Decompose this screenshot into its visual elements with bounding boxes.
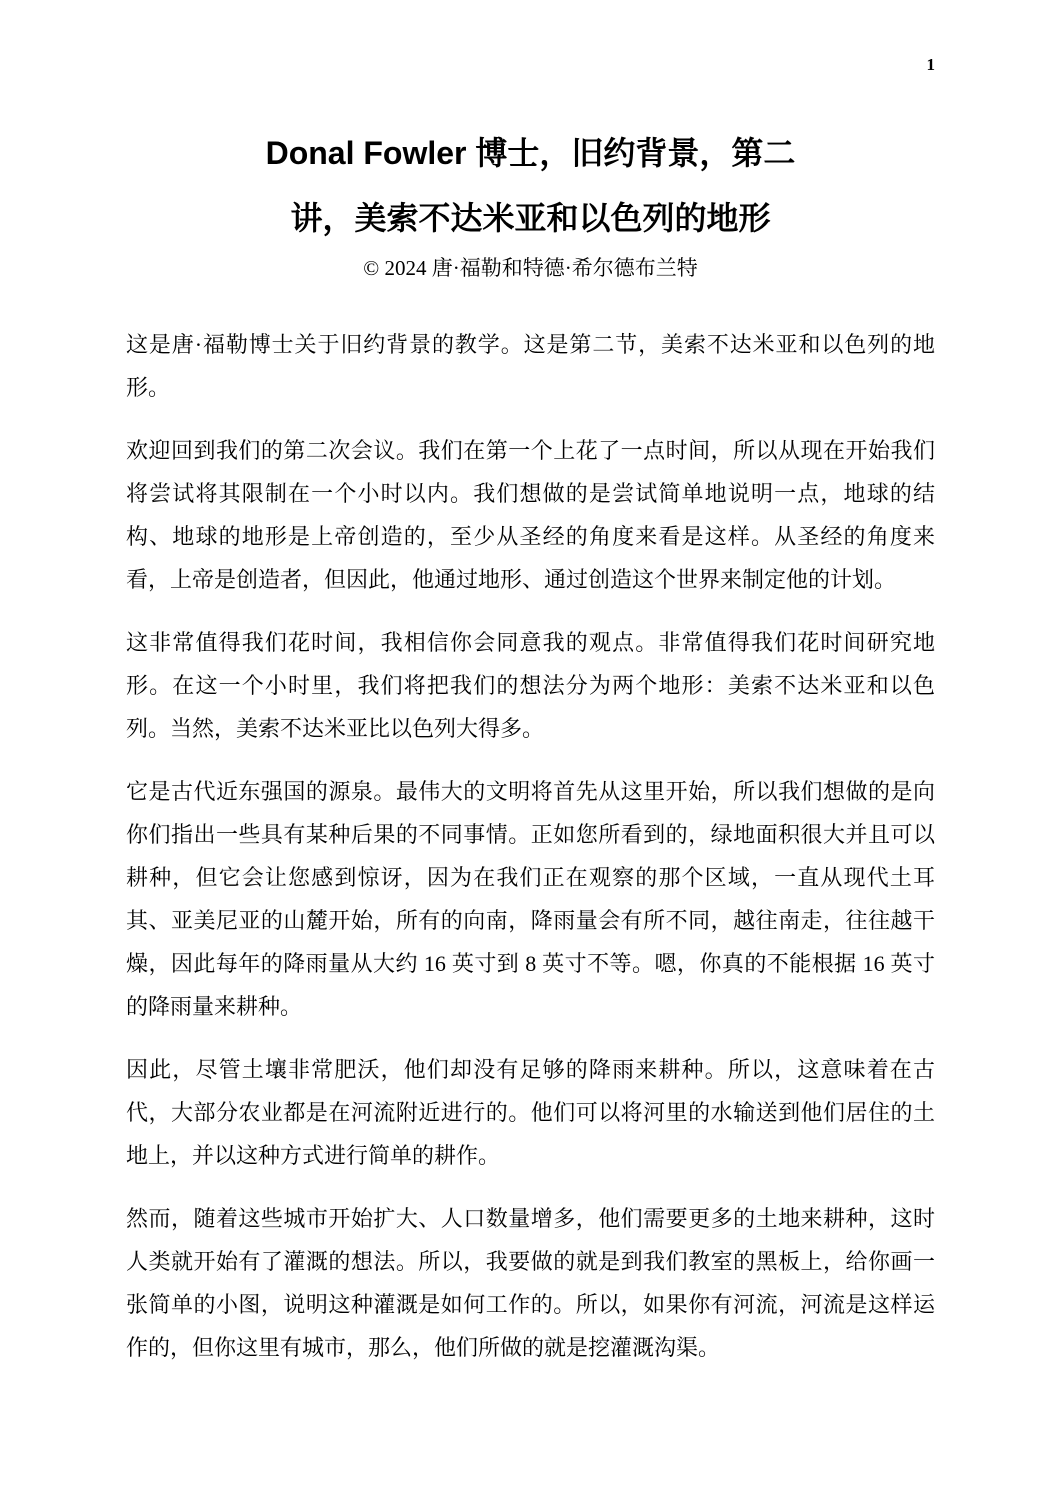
paragraph-5: 因此，尽管土壤非常肥沃，他们却没有足够的降雨来耕种。所以，这意味着在古代，大部分农业都是在河流附近进行的。他们可以将河里的水输送到他们居住的土地上，并以这种方式进行简单的耕作。 — [126, 1057, 935, 1168]
paragraph-6: 然而，随着这些城市开始扩大、人口数量增多，他们需要更多的土地来耕种，这时人类就开始有了灌溉的想法。所以，我要做的就是到我们教室的黑板上，给你画一张简单的小图，说明这种灌溉是如何工作的。所以，如果你有河流，河流是这样运作的，但你这里有城市，那么，他们所做的就是挖灌溉沟渠。 — [126, 1206, 935, 1360]
paragraph-4: 它是古代近东强国的源泉。最伟大的文明将首先从这里开始，所以我们想做的是向你们指出一些具有某种后果的不同事情。正如您所看到的，绿地面积很大并且可以耕种，但它会让您感到惊讶，因为在我们正在观察的那个区域，一直从现代土耳其、亚美尼亚的山麓开始，所有的向南，降雨量会有所不同，越往南走，往往越干燥，因此每年的降雨量从大约 16 英寸到 8 英寸不等。嗯，你真的不能根据 16 英寸的降雨量来耕种。 — [126, 779, 935, 1019]
title-line-2: 讲，美索不达米亚和以色列的地形 — [290, 200, 771, 236]
page-number: 1 — [926, 55, 935, 74]
copyright-byline: © 2024 唐·福勒和特德·希尔德布兰特 — [363, 256, 698, 280]
paragraph-1: 这是唐·福勒博士关于旧约背景的教学。这是第二节，美索不达米亚和以色列的地形。 — [126, 332, 935, 400]
paragraph-2: 欢迎回到我们的第二次会议。我们在第一个上花了一点时间，所以从现在开始我们将尝试将其限制在一个小时以内。我们想做的是尝试简单地说明一点，地球的结构、地球的地形是上帝创造的，至少从圣经的角度来看是这样。从圣经的角度来看，上帝是创造者，但因此，他通过地形、通过创造这个世界来制定他的计划。 — [126, 438, 935, 592]
document-body — [126, 323, 935, 1369]
title-line-1: Donal Fowler 博士，旧约背景，第二 — [265, 135, 796, 171]
document-title — [126, 121, 935, 251]
paragraph-3: 这非常值得我们花时间，我相信你会同意我的观点。非常值得我们花时间研究地形。在这一个小时里，我们将把我们的想法分为两个地形：美索不达米亚和以色列。当然，美索不达米亚比以色列大得多。 — [126, 630, 935, 741]
